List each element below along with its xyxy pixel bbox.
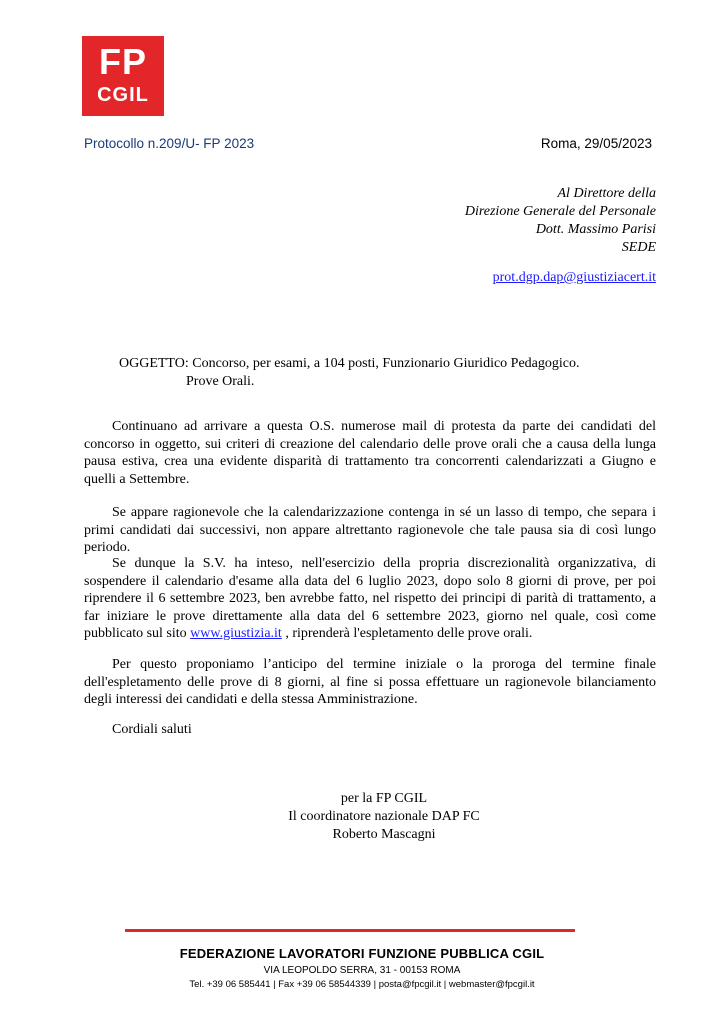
footer-contacts: Tel. +39 06 585441 | Fax +39 06 58544339 | posta@fpcgil.it | webmaster@fpcgil.it	[189, 979, 535, 990]
subject-block	[119, 355, 580, 391]
subject-text: Concorso, per esami, a 104 posti, Funzionario Giuridico Pedagogico.	[192, 356, 580, 371]
footer-title: FEDERAZIONE LAVORATORI FUNZIONE PUBBLICA CGIL	[179, 946, 545, 961]
recipient-line: Al Direttore della	[557, 186, 656, 201]
body-paragraph: Continuano ad arrivare a questa O.S. numerose mail di protesta da parte dei candidati del concorso in oggetto, sui criteri di creazione del calendario delle prove orali che a causa della lunga pausa estiva, crea una evidente disparità di trattamento tra concorrenti calendarizzati a Giugno e quelli a Settembre.	[84, 419, 656, 487]
subject-label: OGGETTO:	[119, 356, 189, 371]
subject-text-line2: Prove Orali.	[186, 374, 255, 389]
closing-greeting: Cordiali saluti	[112, 722, 192, 737]
protocol-number: Protocollo n.209/U- FP 2023	[84, 136, 255, 151]
recipient-block	[465, 185, 656, 257]
body-paragraph	[84, 555, 656, 643]
signature-name: Roberto Mascagni	[332, 827, 436, 842]
footer-divider	[125, 929, 575, 932]
letter-date: Roma, 29/05/2023	[540, 136, 652, 151]
paragraph-text: Se dunque la S.V. ha inteso, nell'esercizio della propria discrezionalità organizzativa, di sospendere il calendario d'esame alla data del 6 luglio 2023, dopo solo 8 giorni di prove, per poi riprendere il 6 settembre 2023, ben avrebbe fatto, nel rispetto dei principi di parità di trattamento, a far iniziare le prove direttamente alla data del 6 settembre 2023, giorno nel quale, così come pubblicato sul sito	[84, 556, 656, 641]
fp-cgil-logo	[82, 36, 164, 116]
paragraph-text: , riprenderà l'espletamento delle prove orali.	[285, 626, 533, 641]
logo-fp-text: FP	[98, 41, 147, 82]
logo-cgil-text: CGIL	[97, 84, 149, 106]
signature-line: Il coordinatore nazionale DAP FC	[288, 809, 480, 824]
giustizia-website-link[interactable]: www.giustizia.it	[190, 626, 282, 641]
signature-block	[264, 790, 504, 844]
recipient-line: Dott. Massimo Parisi	[535, 222, 656, 237]
recipient-line: SEDE	[621, 240, 656, 255]
signature-line: per la FP CGIL	[340, 791, 428, 806]
body-paragraph: Se appare ragionevole che la calendarizzazione contenga in sé un lasso di tempo, che separa i primi candidati dai successivi, non appare altrettanto ragionevole che tale pausa sia di così lungo periodo.	[84, 505, 656, 555]
body-paragraph: Per questo proponiamo l’anticipo del termine iniziale o la proroga del termine finale dell'espletamento delle prove di 8 giorni, al fine si possa effettuare un ragionevole bilanciamento degli interessi dei candidati e della stessa Amministrazione.	[84, 657, 656, 707]
footer-address: VIA LEOPOLDO SERRA, 31 - 00153 ROMA	[263, 965, 461, 976]
recipient-line: Direzione Generale del Personale	[464, 204, 656, 219]
recipient-email-link[interactable]: prot.dgp.dap@giustiziacert.it	[492, 270, 656, 285]
